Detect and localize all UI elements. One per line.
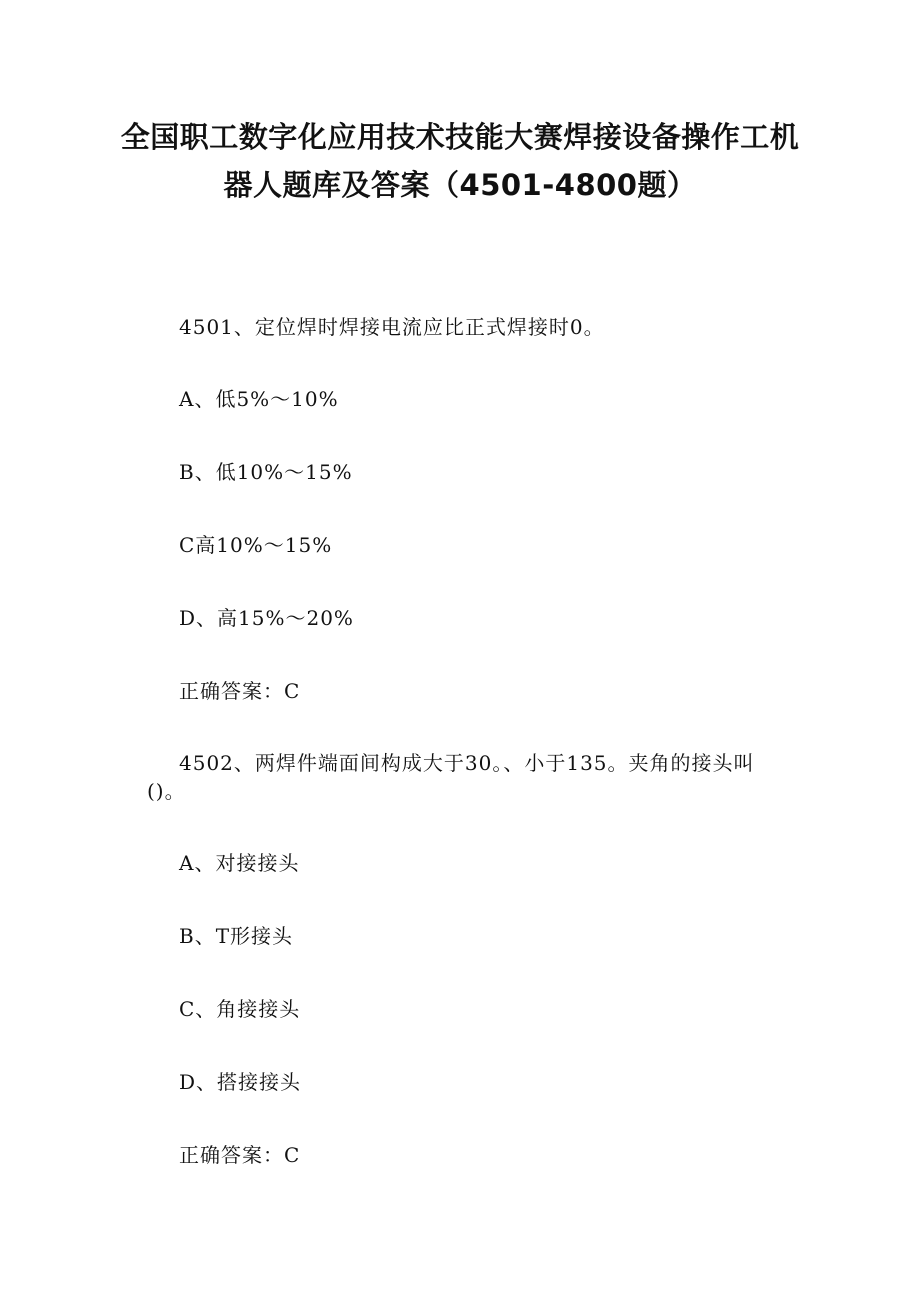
question-4502-answer: 正确答案：C [179, 1143, 301, 1167]
question-4502-option-b: B、T形接头 [179, 924, 294, 948]
document-title-line2: 器人题库及答案（4501-4800题） [223, 168, 697, 202]
question-4501-option-a: A、低5%～10% [179, 387, 339, 411]
question-4502-stem-line1: 4502、两焊件端面间构成大于30。、小于135。夹角的接头叫 [179, 751, 755, 775]
question-4501-answer: 正确答案：C [179, 679, 301, 703]
question-4501-option-d: D、高15%～20% [179, 606, 354, 630]
question-4501-option-c: C高10%～15% [179, 533, 333, 557]
question-4502-option-c: C、角接接头 [179, 997, 301, 1021]
question-4502-option-a: A、对接接头 [179, 851, 300, 875]
question-4502-option-d: D、搭接接头 [179, 1070, 302, 1094]
question-4501-option-b: B、低10%～15% [179, 460, 353, 484]
question-4501-stem: 4501、定位焊时焊接电流应比正式焊接时0。 [179, 315, 605, 339]
question-4502-stem-line2: ()。 [147, 779, 186, 803]
document-title-line1: 全国职工数字化应用技术技能大赛焊接设备操作工机 [120, 120, 800, 154]
